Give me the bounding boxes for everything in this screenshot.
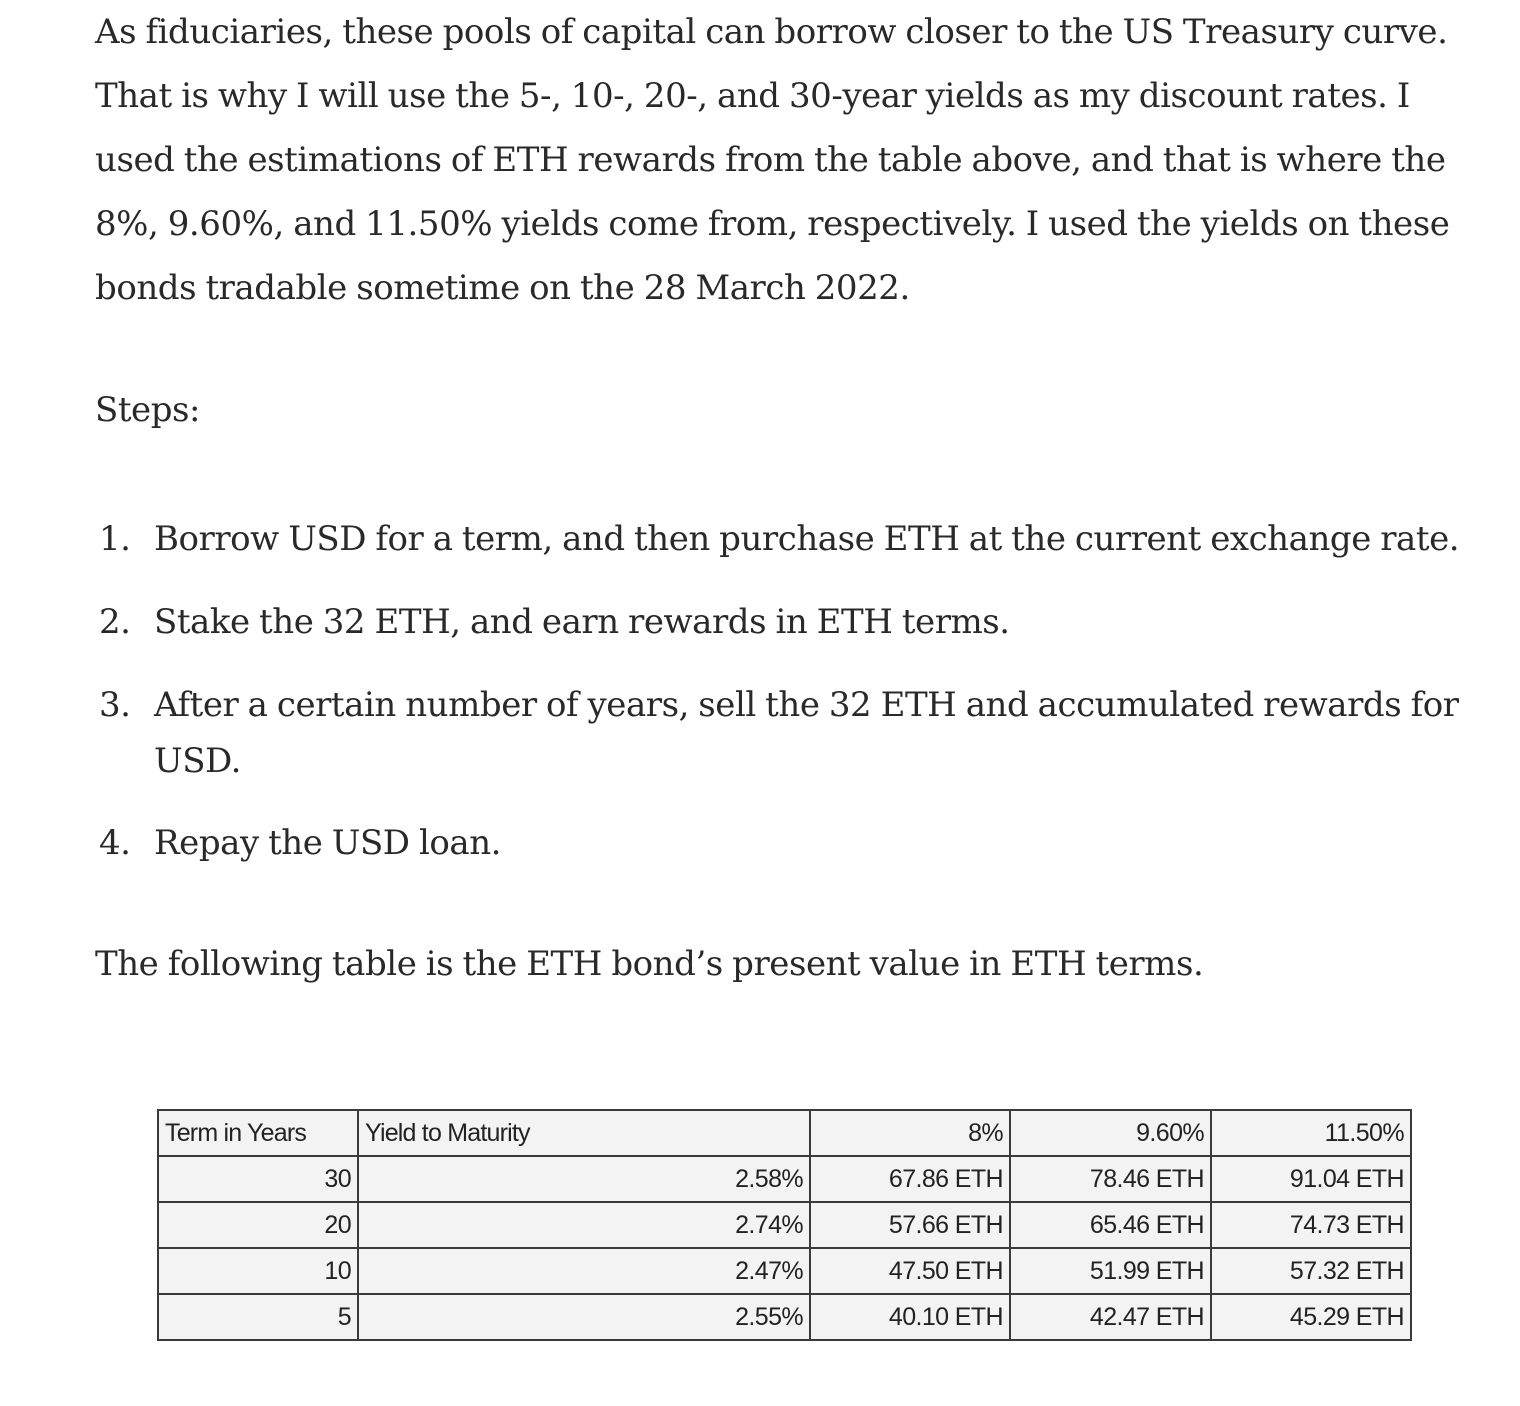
- header-rate-8: 8%: [810, 1110, 1010, 1156]
- cell-term: 10: [158, 1248, 358, 1294]
- cell-pv-8: 67.86 ETH: [810, 1156, 1010, 1202]
- cell-pv-9-60: 78.46 ETH: [1010, 1156, 1211, 1202]
- table-header-row: [158, 1110, 1411, 1156]
- header-rate-9-60: 9.60%: [1010, 1110, 1211, 1156]
- list-item: [95, 594, 1010, 650]
- table-intro-paragraph: The following table is the ETH bond’s present value in ETH terms.: [95, 944, 1204, 984]
- step-number: 2.: [99, 602, 131, 642]
- step-text: Borrow USD for a term, and then purchase ETH at the current exchange rate.: [154, 519, 1460, 559]
- table-row: [158, 1156, 1411, 1202]
- header-rate-11-50: 11.50%: [1211, 1110, 1411, 1156]
- list-item: [95, 677, 1494, 789]
- cell-pv-8: 47.50 ETH: [810, 1248, 1010, 1294]
- step-number: 4.: [99, 823, 131, 863]
- intro-paragraph: As fiduciaries, these pools of capital can borrow closer to the US Treasury curve. That is why I will use the 5-, 10-, 20-, and 30-year yields as my discount rates. I used the estimations of ETH rewards from the table above, and that is where the 8%, 9.60%, and 11.50% yields come from, respectively. I used the yields on these bonds tradable sometime on the 28 March 2022.: [95, 12, 1450, 308]
- cell-ytm: 2.47%: [358, 1248, 810, 1294]
- cell-pv-8: 40.10 ETH: [810, 1294, 1010, 1340]
- cell-term: 30: [158, 1156, 358, 1202]
- cell-pv-9-60: 51.99 ETH: [1010, 1248, 1211, 1294]
- cell-pv-11-50: 91.04 ETH: [1211, 1156, 1411, 1202]
- cell-pv-11-50: 45.29 ETH: [1211, 1294, 1411, 1340]
- list-item: [95, 511, 1459, 567]
- header-term-in-years: Term in Years: [158, 1110, 358, 1156]
- table-row: [158, 1248, 1411, 1294]
- step-number: 1.: [99, 519, 131, 559]
- header-yield-to-maturity: Yield to Maturity: [358, 1110, 810, 1156]
- cell-pv-9-60: 42.47 ETH: [1010, 1294, 1211, 1340]
- cell-pv-11-50: 74.73 ETH: [1211, 1202, 1411, 1248]
- list-item: [95, 815, 501, 871]
- cell-pv-9-60: 65.46 ETH: [1010, 1202, 1211, 1248]
- step-number: 3.: [99, 685, 131, 725]
- step-text: After a certain number of years, sell the 32 ETH and accumulated rewards for USD.: [154, 685, 1459, 781]
- cell-ytm: 2.55%: [358, 1294, 810, 1340]
- table-row: [158, 1294, 1411, 1340]
- present-value-table: [157, 1109, 1412, 1341]
- cell-ytm: 2.74%: [358, 1202, 810, 1248]
- cell-ytm: 2.58%: [358, 1156, 810, 1202]
- steps-heading: Steps:: [95, 390, 201, 430]
- cell-pv-8: 57.66 ETH: [810, 1202, 1010, 1248]
- table-row: [158, 1202, 1411, 1248]
- step-text: Stake the 32 ETH, and earn rewards in ETH terms.: [154, 602, 1010, 642]
- cell-pv-11-50: 57.32 ETH: [1211, 1248, 1411, 1294]
- cell-term: 20: [158, 1202, 358, 1248]
- step-text: Repay the USD loan.: [154, 823, 502, 863]
- cell-term: 5: [158, 1294, 358, 1340]
